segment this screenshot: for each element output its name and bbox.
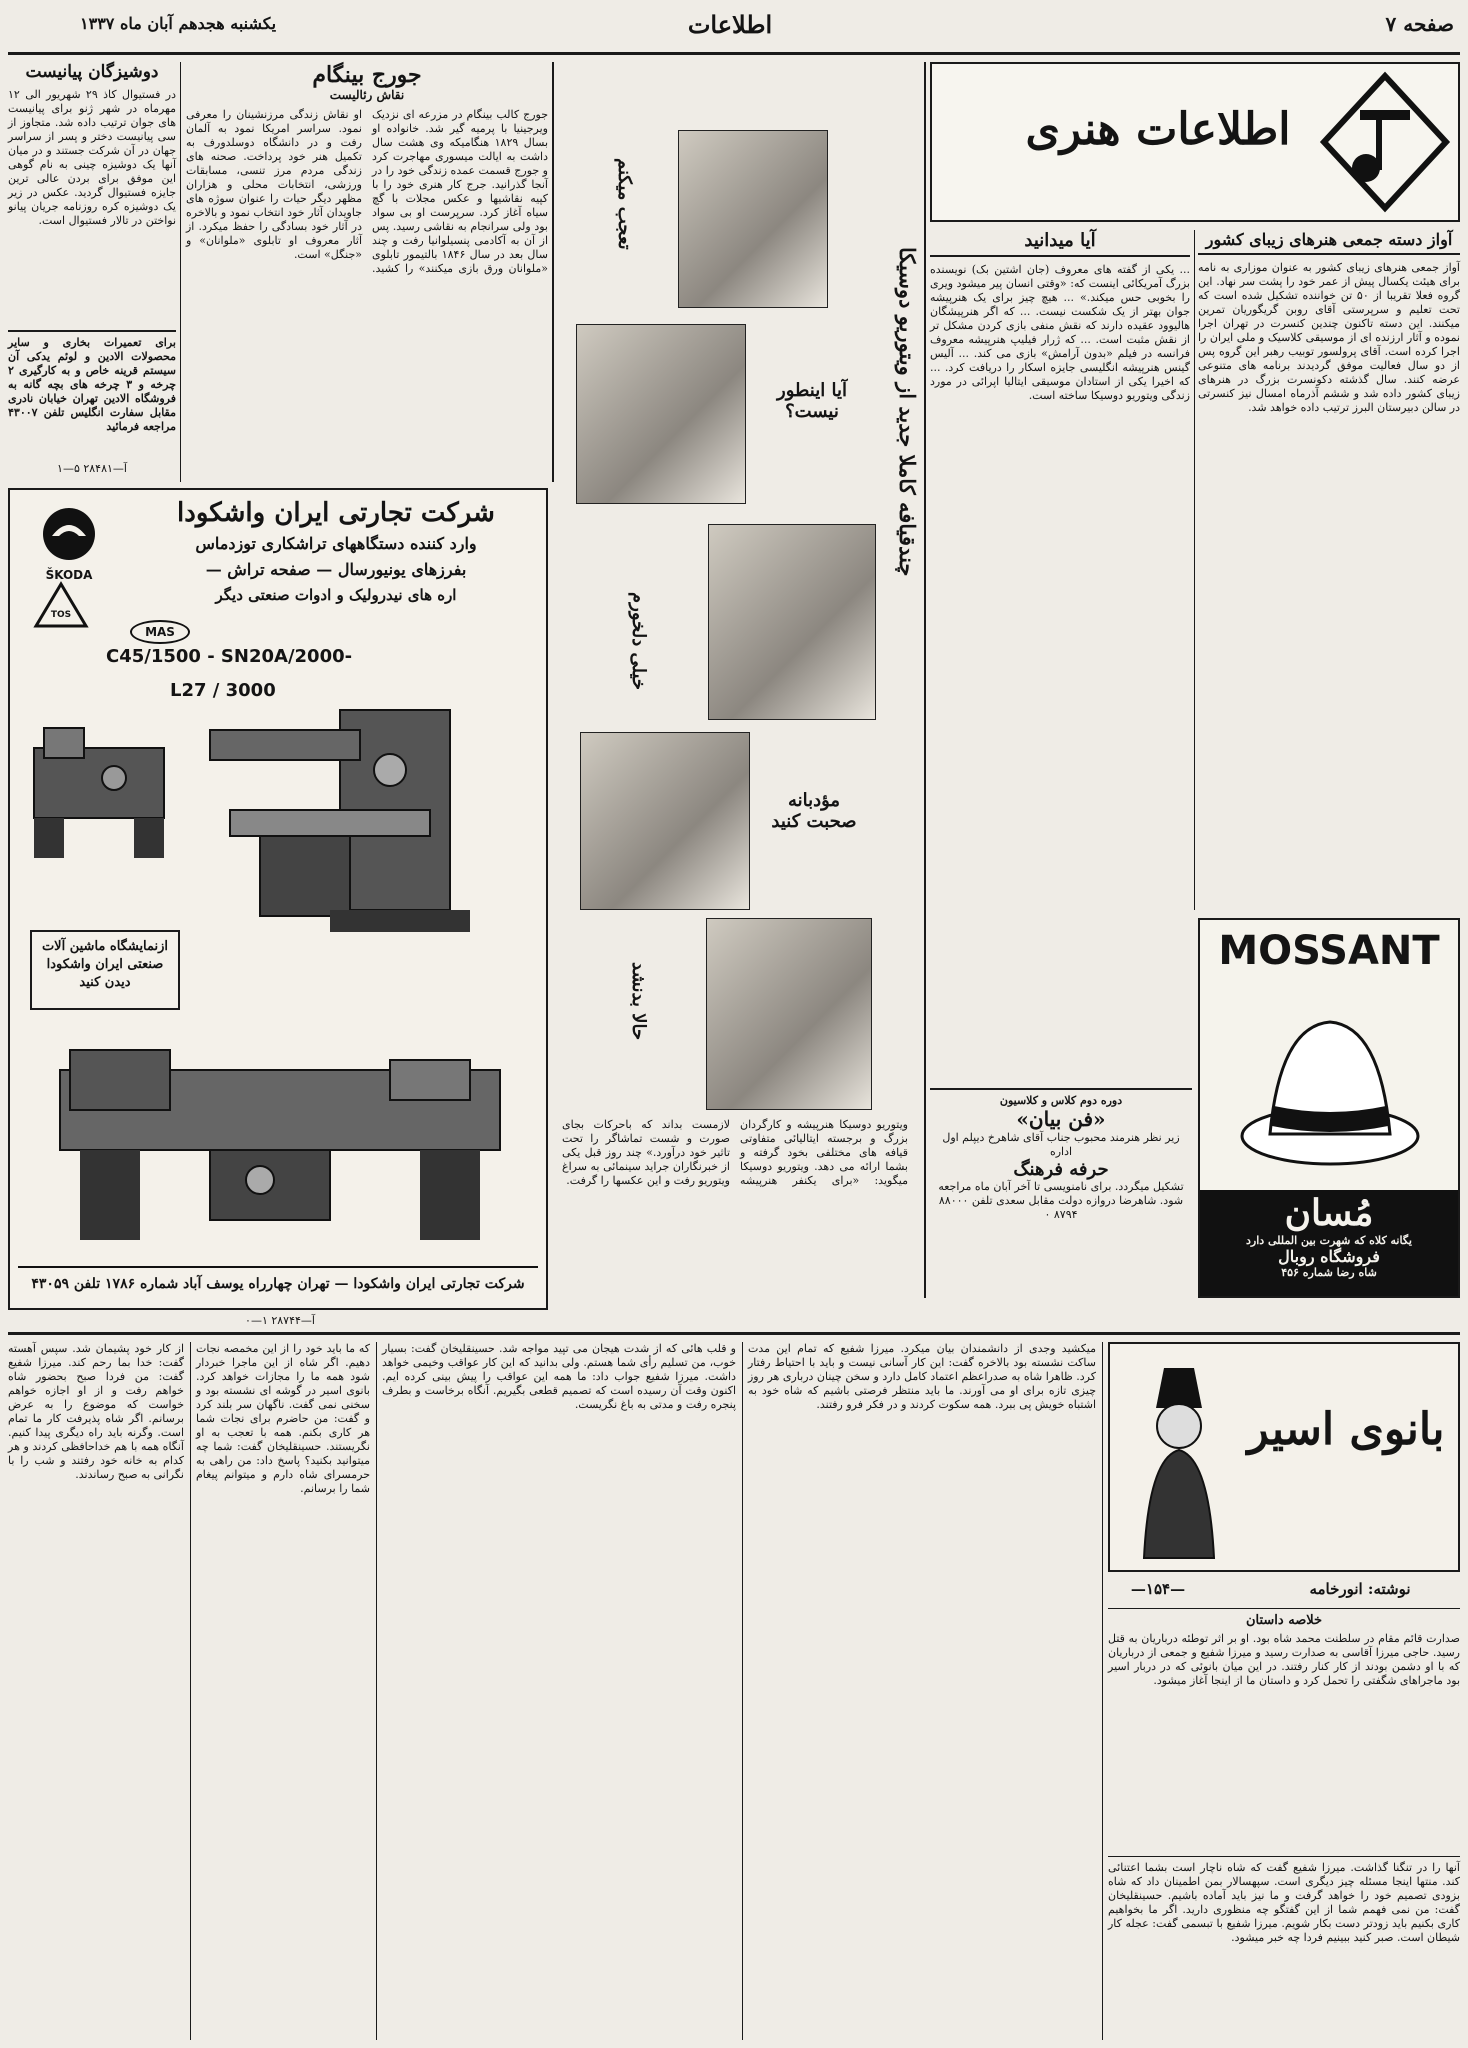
desica-caption-5: حالا بدنشد bbox=[628, 962, 649, 1041]
skoda-sub2: بفرزهای یونیورسال — صفحه تراش — bbox=[205, 560, 467, 579]
skoda-sub3: اره های نیدرولیک و ادوات صنعتی دیگر bbox=[215, 586, 457, 604]
serial-column-2: میکشید وجدی از دانشمندان بیان میکرد. میرزا شفیع که تمام این مدت ساکت نشسته بود بالاخره گفت: این کار آسانی نیست و باید با احتیاط رفتار کرد. ظاهرا شاه به صدراعظم اعتماد کامل دارد و سخن چینان درباری هر روز چیزی تازه برای او می آورند. ما باید منتظر فرصتی باشیم که شاه خود به اشتباه خویش پی ببرد. همه سکوت کردند و در فکر فرو رفتند. bbox=[748, 1342, 1096, 1411]
class-body: تشکیل میگردد. برای نامنویسی تا آخر آبان ماه مراجعه شود. شاهرضا دروازه دولت مقابل سعدی تلفن ۸۸۰۰۰ bbox=[938, 1180, 1184, 1207]
skoda-models: C45/1500 - SN20A/2000- bbox=[106, 646, 353, 667]
class-code: ۸۷۹۴ ۰ bbox=[1044, 1208, 1078, 1221]
art-news-logo bbox=[930, 62, 1460, 222]
column-rule bbox=[1194, 230, 1195, 910]
bingham-title: جورج بینگام bbox=[312, 62, 422, 88]
page-header bbox=[0, 0, 1468, 52]
column-rule bbox=[376, 1342, 377, 2040]
skoda-expo-box bbox=[30, 930, 180, 1010]
column-rule bbox=[552, 62, 554, 482]
tos-logo bbox=[34, 582, 88, 638]
page-number: صفحه ۷ bbox=[1385, 12, 1454, 36]
lathe-large-illustration bbox=[50, 1030, 510, 1250]
skoda-expo: ازنمایشگاه ماشین آلات صنعتی ایران واشکودا دیدن کنید bbox=[41, 939, 169, 990]
mas-brand: MAS bbox=[130, 620, 190, 644]
art-news-title: اطلاعات هنری bbox=[1025, 104, 1291, 155]
desica-photo-2 bbox=[576, 324, 746, 504]
class-lead: دوره دوم کلاس و کلاسیون bbox=[999, 1094, 1123, 1107]
header-rule bbox=[8, 52, 1460, 55]
mossant-address: شاه رضا شماره ۴۵۶ bbox=[1281, 1266, 1377, 1279]
aladdin-ad: برای تعمیرات بخاری و سایر محصولات الادین و لوئم یدکی آن سیستم قرینه خاص و به کارگیری ۲ چرخه و ۳ چرخه های بچه گانه به فروشگاه الادین تهران خیابان نادری مقابل سفارت انگلیس تلفن ۴۳۰۰۷ مراجعه فرمائید bbox=[8, 336, 176, 433]
serial-column-4: که ما باید خود را از این مخمصه نجات دهیم. اگر شاه از این ماجرا خبردار شود همه ما را مجازات خواهد کرد. بانوی اسیر در گوشه ای نشسته بود و سخنی نمی گفت. ناگهان سر بلند کرد و گفت: من حاضرم برای نجات شما هر کاری بکنم. همه با تعجب به او نگریستند. حسینقلیخان گفت: شما چه میتوانید بکنید؟ پاسخ داد: من راهی به حرمسرای شاه دارم و میتوانم پیغام شما را برسانم. bbox=[196, 1342, 370, 1495]
mossant-brand: MOSSANT bbox=[1218, 928, 1440, 974]
desica-caption-2: آیا اینطور نیست؟ bbox=[777, 380, 847, 422]
desica-caption-3: خیلی دلخورم bbox=[628, 592, 649, 691]
serial-column-1: آنها را در تنگنا گذاشت. میرزا شفیع گفت که شاه ناچار است بشما اعتنائی کند. منتها اینجا مسئله چیز دیگری است. سپهسالار بمن اطمینان داد که شاه بزودی تصمیم خود را خواهد گرفت و ما نیز باید آماده باشیم. حسینقلیخان گفت: من نمی فهمم شما از این گفتگو چه منظوری دارید. اگر ما بخواهیم کاری بکنیم باید زودتر دست بکار شویم. میرزا شفیع با تبسمی گفت: عجله کار شیطان است. صبر کنید ببینیم فردا چه خبر میشود. bbox=[1108, 1856, 1460, 2036]
skoda-code: آ—۲۸۷۴۴ ۱—۰ bbox=[245, 1314, 315, 1327]
tos-brand: TOS bbox=[50, 610, 72, 620]
festival-body: در فستیوال کاذ ۲۹ شهریور الی ۱۲ مهرماه در شهر ژنو برای پیانیست های جوان ترتیب داده شد. متجاوز از سی پیانیست دختر و پسر از سراسر جهان در آن شرکت جستند و در میان آنها یک دوشیزه چینی به نام گوهی این موفق برای بردن عالی ترین جایزه فستیوال گردید. عکس در زیر یک دوشیزه کره روزنامه جریان پیانو نواختن در تالار فستیوال است. bbox=[8, 88, 176, 227]
festival-title: دوشیزگان پیانیست bbox=[25, 62, 159, 82]
skoda-sub1: وارد کننده دستگاههای تراشکاری توزدماس bbox=[195, 534, 477, 553]
did-you-know-body: ... یکی از گفته های معروف (جان اشتین بک) نویسنده بزرگ آمریکائی اینست که: «وقتی انسان پیر میشود ویری را بخوبی حس میکند.» ... هیچ چیز برای یک هنرپیشه جوان بهتر از یک شکست نیست. ... که اگر هنرپیشگان هالیوود عقیده دارند که نقش منفی بازی کردن مشکل تر از نقش مثبت است. ... که ژرار فیلیپ هنرپیشه معروف فرانسه در فیلم «بدون آرامش» بازی می کند. ... آلیس گینس هنرپیشه انگلیسی جایزه اسکار را دریافت کرد. ... که اخیرا یکی از استادان موسیقی ایتالیا اپرائی در مورد زندگی ویتوریو دوسیکا ساخته است. bbox=[930, 263, 1190, 402]
class-name: «فن بیان» bbox=[1016, 1107, 1106, 1131]
column-rule bbox=[190, 1342, 191, 2040]
mossant-ad bbox=[1198, 918, 1460, 1298]
desica-feature bbox=[558, 62, 920, 1298]
bingham-subtitle: نقاش رئالیست bbox=[329, 88, 405, 102]
lathe-small-illustration bbox=[24, 708, 174, 868]
did-you-know bbox=[930, 230, 1190, 1080]
choir-title: آواز دسته جمعی هنرهای زیبای کشور bbox=[1198, 230, 1460, 255]
qajar-figure-illustration bbox=[1124, 1358, 1234, 1558]
music-note-icon bbox=[1320, 72, 1450, 212]
mossant-banner bbox=[1200, 1190, 1458, 1296]
desica-photo-3 bbox=[708, 524, 876, 720]
skoda-model2: L27 / 3000 bbox=[170, 680, 276, 701]
column-rule bbox=[1102, 1342, 1103, 2040]
skoda-title: شرکت تجارتی ایران واشکودا bbox=[177, 498, 495, 528]
class-title: حرفه فرهنگ bbox=[1013, 1159, 1109, 1180]
mossant-tagline: یگانه کلاه که شهرت بین المللی دارد bbox=[1246, 1234, 1412, 1247]
column-rule bbox=[742, 1342, 743, 2040]
section-rule bbox=[8, 1332, 1460, 1335]
desica-photo-5 bbox=[706, 918, 872, 1110]
desica-title: چندقیافه کاملا جدید از ویتوریو دوسیکا bbox=[895, 247, 920, 577]
issue-date: یکشنبه هجدهم آبان ماه ۱۳۳۷ bbox=[80, 14, 277, 33]
skoda-logo bbox=[24, 504, 114, 582]
serial-summary-title: خلاصه داستان bbox=[1245, 1613, 1323, 1628]
paper-name: اطلاعات bbox=[687, 10, 773, 39]
aladdin-ad-code: آ—۲۸۴۸۱ ۵—۱ bbox=[57, 462, 127, 475]
mossant-fa: مُسان bbox=[1284, 1192, 1374, 1234]
serial-column-3: و قلب هائی که از شدت هیجان می تپید مواجه شد. حسینقلیخان گفت: بسیار خوب، من تسلیم رأی شما هستم. ولی بدانید که این کار عواقب وخیمی خواهد داشت. میرزا شفیع جواب داد: ما همه این عواقب را پیش بینی کرده ایم. اکنون وقت آن رسیده است که تصمیم قطعی بگیریم. آنگاه برخاست و بطرف پنجره رفت و مدتی به باغ نگریست. bbox=[382, 1342, 736, 1411]
serial-banner bbox=[1108, 1342, 1460, 1572]
serial-column-5: از کار خود پشیمان شد. سپس آهسته گفت: خدا بما رحم کند. میرزا شفیع گفت: من فردا صبح بحضور شاه خواهم رفت و از او اجازه خواهم خواست که موضوع را به عرض برسانم. اگر شاه پذیرفت کار ما تمام است. وگرنه باید راه دیگری پیدا کنیم. آنگاه همه با هم خداحافظی کردند و هر کدام به خانه خود رفتند و شب را با نگرانی به صبح رساندند. bbox=[8, 1342, 184, 1481]
bingham-article bbox=[186, 62, 548, 480]
choir-article bbox=[1198, 230, 1460, 910]
serial-number: —۱۵۴— bbox=[1130, 1580, 1186, 1598]
skoda-brand: ŠKODA bbox=[45, 568, 93, 582]
serial-author: نوشته: انورخامه bbox=[1309, 1580, 1411, 1598]
serial-summary bbox=[1108, 1608, 1460, 1848]
choir-body: آواز جمعی هنرهای زیبای کشور به عنوان موزاری به نامه برای هیئت یکسال پیش از عمر خود را پشت سر نهاد. این گروه فعلا تقریبا از ۵۰ تن خواننده تشکیل شده است که تحت تعلیم و سرپرستی آقای روبن گریگوریان تمرین میکنند. این دسته تاکنون چندین کنسرت در تهران اجرا نموده و آثار ارزنده ای از موسیقی کلاسیک و ملی ایران را اجرا کرده است. آقای پرولسور توبیب رهبر این گروه پس از دو سال فعالیت موفق گردیدند برنامه های متنوعی عرضه کنند. سال گذشته دکونسرت بزرگ در هنرهای زیبای کشور داده شد و ششم آذرماه امسال نیز کنسرتی در سالن دبیرستان البرز ترتیب داده خواهد شد. bbox=[1198, 261, 1461, 414]
serial-header bbox=[1108, 1342, 1460, 2040]
festival-article bbox=[8, 62, 176, 480]
bingham-body: جورج کالب بینگام در مزرعه ای نزدیک ویرجینیا با پرمیه گیر شد. خانواده او بسال ۱۸۲۹ هنگامیکه وی هشت سال داشت به ایالت میسوری مهاجرت کرد و جورج قسمت عمده زندگی خود را در آنجا گذرانید. جرج کار هنری خود را با کپیه نقاشیها و عکس مجلات با گچ سیاه آغاز کرد. سرپرست او بی سواد بود ولی سرانجام به نقاشی رسید. پس از آن به آکادمی پنسیلوانیا رفت و چند سال بعد در سال ۱۸۴۶ بالتیمور تابلوی «ملوانان ورق بازی میکنند» را کشید. او نقاش زندگی مرزنشینان را معرفی نمود. سراسر امریکا نمود به آلمان رفت و در دانشگاه دوسلدورف به تکمیل هنر خود پرداخت. صحنه های زندگی مردم مرز تنسی، مسابقات ورزشی، انتخابات محلی و هزاران مظهر دیگر حیات را عنوان سوژه های جاویدان آثار خود انتخاب نمود و بالاخره در آثار خود بسادگی را حفظ میکرد. از آثار معروف او تابلوی «ملوانان» و «جنگل» است. bbox=[186, 108, 548, 275]
skoda-footer: شرکت تجارتی ایران واشکودا — تهران چهارراه یوسف آباد شماره ۱۷۸۶ تلفن ۴۳۰۵۹ bbox=[18, 1266, 538, 1292]
desica-body: ویتوریو دوسیکا هنرپیشه و کارگردان بزرگ و برجسته ایتالیائی متفاوتی قیافه های مختلفی بخود گرفته و بشما ارائه می دهد. ویتوریو دوسیکا میگوید: «برای یکنفر هنرپیشه لازمست بداند که باحرکات بجای صورت و شست تماشاگر را تحت تاثیر خود درآورد.» چند روز قبل یکی از خبرنگاران جراید سینمائی به سراغ ویتوریو رفت و این عکسها را گرفت. bbox=[562, 1118, 908, 1187]
did-you-know-title: آیا میدانید bbox=[930, 230, 1190, 257]
festival-divider bbox=[8, 330, 176, 332]
desica-caption-1: تعجب میکنم bbox=[614, 158, 635, 250]
column-rule bbox=[924, 62, 926, 1298]
desica-photo-1 bbox=[678, 130, 828, 308]
desica-photo-4 bbox=[580, 732, 750, 910]
class-ad bbox=[930, 1088, 1192, 1298]
serial-title: بانوی اسیر bbox=[1247, 1404, 1445, 1455]
hat-illustration bbox=[1240, 986, 1420, 1176]
skoda-ad bbox=[8, 488, 548, 1310]
desica-caption-4: مؤدبانه صحبت کنید bbox=[771, 790, 857, 832]
mossant-shop: فروشگاه روبال bbox=[1278, 1247, 1380, 1266]
class-sub: زیر نظر هنرمند محبوب جناب آقای شاهرخ دیپلم اول اداره bbox=[942, 1131, 1180, 1158]
milling-machine-illustration bbox=[190, 700, 490, 938]
serial-summary-body: صدارت قائم مقام در سلطنت محمد شاه بود. او بر اثر توطئه درباریان به قتل رسید. حاجی میرزا آقاسی به صدارت رسید و میرزا شفیع و جمعی از درباریان که با او دشمن بودند از کار کنار رفتند. در این میان بانوئی که در دربار اسیر بود ماجراهای شگفتی را تحمل کرد و داستان ما از اینجا آغاز میشود. bbox=[1108, 1632, 1460, 1687]
column-rule bbox=[180, 62, 181, 482]
